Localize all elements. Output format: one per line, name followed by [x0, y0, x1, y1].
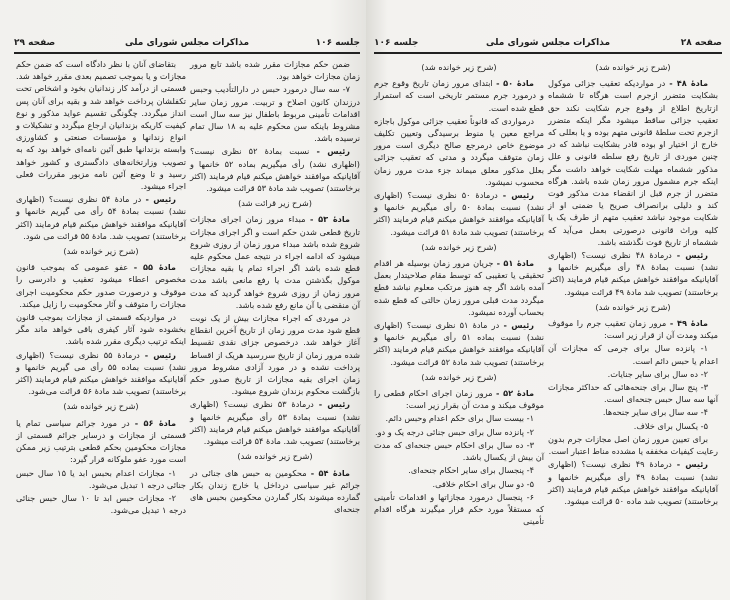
read-aloud-note: (شرح زیر خوانده شد) — [63, 401, 139, 412]
article-label: رئیس - — [676, 459, 708, 470]
publication-title: مذاکرات مجلس شورای ملی — [485, 38, 611, 48]
article-text: درمادهٔ ۵۵ نظری نیست؟ (اظهاری نشد) نسبت بماده ۵۵ رأی می گیریم خانمها و آقایانیکه موافقند خواهش میکنم قیام فرمایند (اکثر برخاستند) تصویب شد مادهٔ ۵۶ قرائت می‌شود. — [16, 349, 187, 397]
read-aloud-note: (شرح زیر خوانده شد) — [421, 371, 497, 382]
article-paragraph — [374, 319, 544, 368]
article-label: رئیس - — [676, 250, 708, 261]
article-label: مادهٔ ۵۱ - — [496, 258, 535, 269]
page-header — [374, 38, 722, 54]
article-text: محکومین به حبس های جنائی در جرائم غیر سیاسی درداخل یا خارج زندان بکار گمارده میشوند بکار گماردن محکومین بحبس های جنحه‌ای — [190, 467, 360, 515]
article-text: در مادهٔ ۵۱ نظری نیست؟ (اظهاری نشد) نسبت بماده ۵۱ رأی میگیریم خانمها و آقایانیکه موافقند خواهش میکنم قیام فرمایند (اکثر برخاستند) تصویب شد مادهٔ ۵۲ قرائت میشود. — [374, 320, 545, 367]
list-item: ۳- پنج سال برای جنحه‌هائی که حداکثر مجازات آنها سه سال حبس جنحه‌ای است. — [548, 382, 718, 405]
article-label: مادهٔ ۵۰ - — [496, 78, 534, 89]
article-paragraph — [16, 193, 186, 242]
list-item: ۵- دو سال برای احکام خلافی. — [432, 478, 534, 489]
article-label: مادهٔ ۵۴ - — [310, 467, 350, 478]
page-number: صفحه ۲۹ — [14, 38, 56, 48]
list-item: ۴- پنجسال برای سایر احکام جنحه‌ای. — [408, 465, 534, 476]
read-aloud-note: (شرح زیر خوانده شد) — [595, 301, 671, 312]
read-aloud-note: (شرح زیر خوانده شد) — [421, 241, 497, 252]
article-text: جریان مرور زمان بوسیله هر اقدام تحقیقی یا تعقیبی که توسط مقام صلاحیتدار بعمل آمده باشد اگر چه هنوز مرتکب معلوم نباشد قطع میگردد مدت قبلی مرور زمان حالتی که قطع شده بحساب آورده نمیشود. — [374, 258, 544, 317]
read-aloud-note: (شرح زیر خوانده شد) — [237, 451, 313, 462]
read-aloud-note: (شرح زیر خوانده شد) — [595, 62, 671, 72]
list-item: ۴- سه سال برای سایر جنحه‌ها. — [602, 407, 708, 418]
page-number: صفحه ۲۸ — [680, 38, 722, 48]
article-label: رئیس - — [144, 349, 176, 360]
article-label: رئیس - — [318, 399, 350, 410]
article-label: رئیس - — [316, 146, 350, 157]
article-text: در مورد جرائم سیاسی تمام یا قسمتی از مجازات و درسایر جرائم قسمتی از مجازات محکومین بحکم قطعی بترتیب زیر ممکن است مورد عفو ملوکانه قرار گیرد: — [16, 417, 186, 465]
article-text: در مادهٔ ۵۴ نظری نیست؟ (اظهاری نشد) نسبت بمادهٔ ۵۴ رأی می گیریم خانمها و آقایانیکه موافقند خواهش میکنم قیام فرمایند (اکثر برخاستند) تصویب شد. مادهٔ ۵۵ قرائت می شود. — [16, 194, 187, 241]
article-label: مادهٔ ۵۶ - — [134, 417, 177, 428]
article-paragraph — [374, 189, 544, 238]
list-item: ۱- مجازات اعدام بحبس ابد یا ۱۵ سال حبس جنائی درجه ۱ تبدیل می‌شود. — [16, 467, 186, 490]
text-column — [374, 58, 544, 528]
article-text: عفو عمومی که بموجب قانون مخصوص اعطاء میشود تعقیب و دادرسی را موقوف و درصورت صدور حکم محکومیت اجرای مجازات را متوقف و آثار محکومیت را زایل میکند. — [16, 262, 186, 309]
session-label: جلسه ۱۰۶ — [374, 38, 419, 48]
article-label: رئیس - — [502, 190, 534, 201]
article-text: مبداء مرور زمان اجرای مجازات تاریخ قطعی شدن حکم است و اگر اجرای مجازات شروع شده باشد مبداء مرور زمان از روزی شروع میشود که ادامه اجراء در نتیجه عمل محکوم علیه قطع شده باشد اگر اجراء تمام یا بقیه مجازات موکول بگذشتن مدت یا رفع مانعی باشد مدت مرور زمان از روزی شروع خواهد گردید که مدت آن منقضی یا آن مانع رفع شده باشد. — [190, 214, 360, 310]
article-paragraph — [16, 261, 186, 310]
article-paragraph — [190, 145, 360, 194]
article-text: درمادهٔ ۵۳ نظری نیست؟ (اظهاری نشد) نسبت بمادهٔ ۵۳ رأی میگیریم خانمها و آقایانیکه موافقند خواهش میکنم قیام فرمایند (اکثر برخاستند) تصویب شد. مادهٔ ۵۴ قرائت میشود. — [190, 399, 361, 447]
list-item: ۲- پانزده سال برای حبس جنائی درجه یک و دو. — [375, 426, 534, 437]
article-paragraph — [548, 317, 718, 341]
read-aloud-note: (شرح زیر قرائت شد) — [238, 198, 312, 209]
article-paragraph — [374, 77, 544, 114]
session-label: جلسه ۱۰۶ — [315, 38, 360, 48]
publication-title: مذاکرات مجلس شورای ملی — [124, 38, 250, 48]
article-paragraph — [548, 249, 718, 298]
text-column — [190, 58, 360, 516]
article-paragraph — [548, 458, 718, 507]
list-item: ۲- ده سال برای سایر جنایات. — [607, 368, 708, 379]
article-label: مادهٔ ۴۹ - — [669, 318, 708, 329]
text-column — [16, 58, 186, 517]
body-paragraph: در موردی که اجراء مجازات بیش از یک نوبت قطع شود مدت مرور زمان از تاریخ آخرین انقطاع آغاز خواهد شد. درخصوص جزای نقدی تقسیط شده مرور زمان از تاریخ سررسید هریک از اقساط پرداخت نشده و در مورد آزادی مشروط مرور زمان اجرای بقیه مجازات از تاریخ صدور حکم بازگشت محکوم بزندان شروع میشود. — [190, 313, 360, 397]
article-label: رئیس - — [145, 194, 176, 205]
article-paragraph — [190, 398, 360, 447]
article-text: درمادهٔ ۴۹ نظری نیست؟ (اظهاری نشد) نسبت بمادهٔ ۴۹ رأی میگیریم خانمها و آقایانیکه موافقند خواهش میکنم قیام فرمایند (اکثر برخاستند) تصویب شد ماده ۵۰ قرائت میشود. — [548, 459, 719, 506]
list-item: ۱- بیست سال برای حکم اعدام وحبس دائم. — [385, 413, 534, 424]
body-paragraph: ضمن حکم مجازات مقرر شده باشد تابع مرور زمان مجازات خواهد بود. — [190, 59, 360, 82]
article-paragraph — [374, 387, 544, 411]
right-page — [366, 0, 730, 600]
text-column — [548, 58, 718, 508]
list-item: ۲- مجازات حبس ابد تا ۱۰ سال حبس جنائی درجه ۱ تبدیل می‌شود. — [16, 492, 186, 516]
article-label: رئیس - — [503, 320, 534, 331]
list-item: ۶- پنجسال درمورد مجازاتها و اقدامات تأمینی که مستقلاً مورد حکم قرار میگیرند هرگاه اقدام تأمینی — [374, 491, 544, 527]
article-text: نسبت بمادهٔ ۵۲ نظری نیست؟ (اظهاری نشد) رأی میگیریم بماده ۵۲ خانمها و آقایانیکه موافقند خواهش میکنم قیام فرمایند (اکثر برخاستند) تصویب شد مادهٔ ۵۳ قرائت میشود. — [190, 146, 360, 194]
body-paragraph: برای تعیین مرور زمان اصل مجازات جرم بدون رعایت کیفیات مخففه یا مشدده مناط اعتبار است. — [548, 433, 718, 457]
page-header — [14, 38, 360, 54]
body-paragraph: در مواردیکه قسمتی از مجازات بموجب قانون بخشوده شود آثار کیفری باقی خواهد ماند مگر اینکه ترتیب دیگری مقرر شده باشد. — [16, 312, 186, 347]
list-item: ۳- ده سال برای احکام حبس جنحه‌ای که مدت آن بیش از یکسال باشد. — [374, 439, 544, 463]
article-paragraph — [190, 213, 360, 311]
article-paragraph — [16, 417, 186, 466]
article-text: مرور زمان تعقیب جرم را موقوف میکند ومدت آن از قرار زیر است: — [548, 318, 718, 341]
article-paragraph — [190, 467, 360, 516]
article-label: مادهٔ ۵۵ - — [133, 262, 177, 273]
article-label: مادهٔ ۴۸ - — [669, 78, 709, 89]
article-paragraph — [374, 257, 544, 318]
body-paragraph: درمواردی که قانوناً تعقیب جزائی موکول باجازه مراجع معین یا منوط برسیدگی وتعیین تکلیف موضوع خاص درمرجع صالح دیگری است مرور زمان متوقف میگردد و مدتی که تعقیب جزائی بعلل مذکور معلق میماند جزء مدت مرور زمان محسوب نمیشود. — [374, 115, 544, 187]
article-text: درمادهٔ ۵۰ نظری نیست؟ (اظهاری نشد) نسبت بمادهٔ ۵۰ رأی میگیریم خانمها و آقایانیکه موافقند خواهش میکنم قیام فرمایند (اکثر برخاستند) تصویب شد مادهٔ ۵۱ قرائت میشود. — [374, 190, 545, 237]
article-label: مادهٔ ۵۳ - — [309, 214, 350, 225]
article-text: درمادهٔ ۴۸ نظری نیست؟ (اظهاری نشد) نسبت بمادهٔ ۴۸ رأی میگیریم خانمها و آقایانیکه موافقند خواهش میکنم قیام فرمایند (اکثر برخاستند) تصویب شد مادهٔ ۴۹ قرائت میشود. — [548, 250, 719, 297]
read-aloud-note: (شرح زیر خوانده شد) — [421, 62, 497, 72]
body-paragraph: بتقاضای آنان با نظر دادگاه است که ضمن حکم مجازات و یا بموجب تصمیم بعدی مقرر خواهد شد. قسمتی از درآمد کار زندانیان بخود و اشخاص تحت تکفلشان پرداخت خواهد شد و بقیه برای آنان پس انداز میگردد. چگونگی تقسیم عواید مذکور و نوع کیفیت کاریکه بزندانیان ارجاع میگردد و تشکیلات و انواع زندانها و مؤسسات صنعتی و کشاورزی وابسته بزندانها طبق آئین نامه‌ای خواهد بود که به تصویب وزارتخانه‌های دادگستری و کشور خواهد رسید و تا وضع آئین نامه مزبور مقررات فعلی اجراء میشود. — [16, 59, 186, 192]
article-text: در مواردیکه تعقیب جزائی موکول بشکایت متضرر ازجرم است هرگاه تا ششماه ازتاریخ اطلاع از وقوع جرم شکایت نکند حق تعقیب جزائی ساقط میشود مگر اینکه متضرر ازجرم تحت سلطهٔ قانونی متهم بوده و یا بعللی که خارج از اختیار او بوده قادر بشکایت نباشد که در چنین موردی از تاریخ رفع سلطه قانونی و علل مذکور ششماه مهلت شکایت خواهد داشت مگر اینکه جرم مشمول مرور زمان شده باشد. هرگاه متضرر از جرم قبل از انقضاء مدت مذکور فوت کند و دلیلی برانصراف صریح یا ضمنی او از شکایت موجود نباشد تعقیب متهم از طرف یک یا کلیه وراث قانونی درصورتی بعمل می‌آید که ششماه از تاریخ فوت نگذشته باشد. — [548, 78, 718, 247]
list-item: ۵- یکسال برای خلاف. — [633, 420, 708, 431]
article-paragraph — [548, 77, 718, 248]
list-item: ۷- سه سال درمورد حبس در دارالتأدیب وحبس درزندان کانون اصلاح و تربیت. مرور زمان سایر اقدامات تأمینی مربوط باطفال نیز سه سال است مشروط باینکه سن محکوم علیه به ۱۸ سال تمام نرسیده باشد. — [190, 84, 360, 144]
read-aloud-note: (شرح زیر خوانده شد) — [63, 246, 139, 257]
article-label: مادهٔ ۵۲ - — [496, 388, 535, 399]
article-text: ابتدای مرور زمان تاریخ وقوع جرم و درمورد جرم مستمر تاریخی است که استمرار قطع شده است. — [374, 78, 544, 113]
article-text: مرور زمان اجرای احکام قطعی را موقوف میکند و مدت آن بقرار زیر است: — [374, 388, 544, 411]
list-item: ۱- پانزده سال برای جرمی که مجازات آن اعدام یا حبس دائم است. — [548, 343, 718, 366]
article-paragraph — [16, 349, 186, 398]
